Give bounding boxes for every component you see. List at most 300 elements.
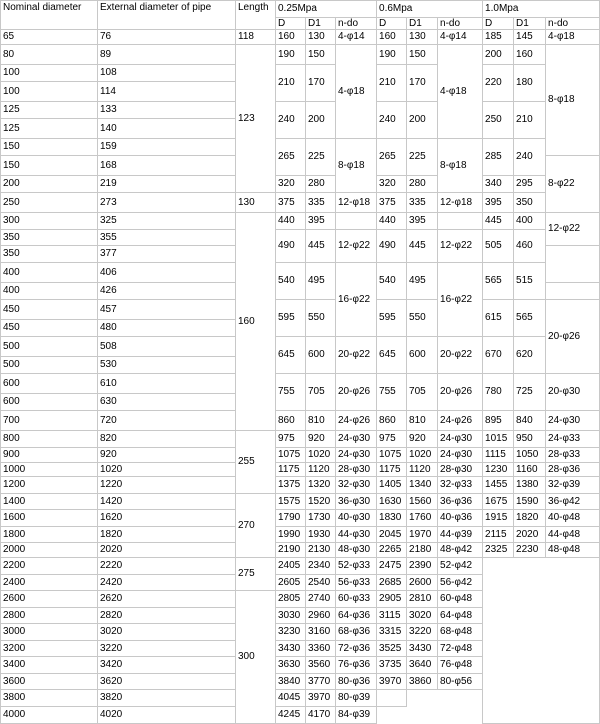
flange-dimension-cell: 24-φ30 — [438, 448, 483, 463]
external-diameter-cell: 133 — [98, 102, 236, 119]
nominal-diameter-cell: 2000 — [1, 543, 98, 558]
flange-dimension-cell: 565 — [514, 300, 546, 337]
table-row — [1, 176, 600, 193]
flange-dimension-cell: 780 — [483, 374, 514, 411]
flange-dimension-cell: 2325 — [483, 543, 514, 558]
flange-dimension-cell: 3160 — [306, 624, 336, 641]
flange-dimension-cell: 1520 — [306, 494, 336, 510]
flange-dimension-cell: 3315 — [377, 624, 407, 641]
flange-dimension-cell: 4-φ18 — [438, 45, 483, 139]
nominal-diameter-cell: 200 — [1, 176, 98, 193]
external-diameter-cell: 4020 — [98, 707, 236, 724]
flange-dimension-cell: 595 — [377, 300, 407, 337]
flange-dimension-cell: 3030 — [276, 608, 306, 624]
nominal-diameter-cell: 600 — [1, 394, 98, 411]
flange-dimension-cell: 755 — [377, 374, 407, 411]
table-row — [1, 337, 600, 357]
flange-dimension-cell: 645 — [276, 337, 306, 374]
flange-dimension-cell: 32-φ39 — [546, 477, 600, 494]
flange-dimension-cell: 1760 — [407, 510, 438, 527]
table-row — [1, 527, 600, 543]
flange-dimension-cell: 28-φ36 — [546, 463, 600, 477]
nominal-diameter-cell: 150 — [1, 139, 98, 156]
flange-dimension-cell: 84-φ39 — [336, 707, 377, 724]
flange-dimension-cell: 20-φ22 — [336, 337, 377, 374]
flange-dimension-cell: 1075 — [276, 448, 306, 463]
nominal-diameter-cell: 250 — [1, 193, 98, 213]
flange-dimension-cell: 44-φ48 — [546, 527, 600, 543]
external-diameter-cell: 1820 — [98, 527, 236, 543]
flange-dimension-cell: 1970 — [407, 527, 438, 543]
flange-dimension-cell: 1930 — [306, 527, 336, 543]
flange-dimension-cell: 3020 — [407, 608, 438, 624]
flange-dimension-cell: 1175 — [276, 463, 306, 477]
flange-dimension-cell: 64-φ48 — [438, 608, 483, 624]
flange-dimension-cell: 725 — [514, 374, 546, 411]
flange-dimension-cell: 80-φ56 — [438, 674, 483, 690]
nominal-diameter-cell: 450 — [1, 300, 98, 320]
flange-dimension-cell: 1915 — [483, 510, 514, 527]
nominal-diameter-cell: 450 — [1, 320, 98, 337]
flange-dimension-cell: 540 — [276, 263, 306, 300]
nominal-diameter-cell: 150 — [1, 156, 98, 176]
flange-dimension-cell: 975 — [377, 431, 407, 448]
external-diameter-cell: 508 — [98, 337, 236, 357]
nominal-diameter-cell: 1400 — [1, 494, 98, 510]
flange-dimension-cell: 52-φ42 — [438, 558, 483, 575]
flange-dimension-cell: 3970 — [306, 690, 336, 707]
nominal-diameter-cell: 400 — [1, 263, 98, 283]
flange-dimension-cell: 1120 — [306, 463, 336, 477]
flange-dimension-cell: 44-φ39 — [438, 527, 483, 543]
nominal-diameter-cell: 2600 — [1, 591, 98, 608]
flange-dimension-cell: 615 — [483, 300, 514, 337]
flange-dimension-cell: 920 — [306, 431, 336, 448]
flange-dimension-cell: 4-φ14 — [336, 30, 377, 45]
flange-dimension-cell: 36-φ42 — [546, 494, 600, 510]
flange-dimension-cell: 295 — [514, 176, 546, 193]
flange-dimension-cell: 3860 — [407, 674, 438, 690]
external-diameter-cell: 114 — [98, 82, 236, 102]
table-row — [1, 411, 600, 431]
flange-dimension-cell: 2805 — [276, 591, 306, 608]
flange-dimension-cell: 130 — [306, 30, 336, 45]
flange-dimension-cell: 68-φ48 — [438, 624, 483, 641]
flange-dimension-cell: 200 — [407, 102, 438, 139]
flange-dimension-cell: 335 — [407, 193, 438, 213]
flange-dimension-cell: 2340 — [306, 558, 336, 575]
external-diameter-cell: 1020 — [98, 463, 236, 477]
external-diameter-cell: 219 — [98, 176, 236, 193]
flange-dimension-cell: 1380 — [514, 477, 546, 494]
nominal-diameter-cell: 3400 — [1, 657, 98, 674]
nominal-diameter-cell: 500 — [1, 357, 98, 374]
flange-dimension-cell: 3360 — [306, 641, 336, 657]
flange-dimension-cell: 2130 — [306, 543, 336, 558]
length-cell: 118 — [236, 30, 276, 45]
external-diameter-cell: 76 — [98, 30, 236, 45]
flange-dimension-cell: 8-φ18 — [546, 45, 600, 156]
nominal-diameter-cell: 2200 — [1, 558, 98, 575]
flange-dimension-cell: 550 — [407, 300, 438, 337]
nominal-diameter-cell: 100 — [1, 82, 98, 102]
flange-dimension-cell: 395 — [306, 213, 336, 230]
flange-dimension-cell: 2605 — [276, 575, 306, 591]
flange-dimension-cell: 1820 — [514, 510, 546, 527]
flange-dimension-cell: 445 — [306, 230, 336, 263]
external-diameter-cell: 406 — [98, 263, 236, 283]
nominal-diameter-cell: 350 — [1, 246, 98, 263]
flange-dimension-cell: 160 — [377, 30, 407, 45]
flange-dimension-cell: 400 — [514, 213, 546, 230]
header-cell: Length — [236, 1, 276, 30]
header-cell: External diameter of pipe — [98, 1, 236, 30]
nominal-diameter-cell: 300 — [1, 213, 98, 230]
table-row — [1, 230, 600, 246]
flange-dimension-cell: 810 — [306, 411, 336, 431]
nominal-diameter-cell: 1600 — [1, 510, 98, 527]
length-cell: 300 — [236, 591, 276, 724]
flange-dimension-cell: 440 — [276, 213, 306, 230]
flange-dimension-cell: 20-φ26 — [438, 374, 483, 411]
flange-dimension-cell: 210 — [276, 65, 306, 102]
header-cell: 0.25Mpa — [276, 1, 377, 18]
flange-dimension-cell: 460 — [514, 230, 546, 263]
flange-dimension-cell: 145 — [514, 30, 546, 45]
flange-dimension-cell: 40-φ48 — [546, 510, 600, 527]
flange-dimension-cell: 24-φ33 — [546, 431, 600, 448]
flange-dimension-cell: 60-φ48 — [438, 591, 483, 608]
flange-dimension-cell: 1590 — [514, 494, 546, 510]
flange-dimension-cell: 3840 — [276, 674, 306, 690]
table-row — [1, 30, 600, 45]
flange-dimension-cell: 3220 — [407, 624, 438, 641]
external-diameter-cell: 3420 — [98, 657, 236, 674]
flange-dimension-cell: 24-φ30 — [438, 431, 483, 448]
flange-dimension-cell: 670 — [483, 337, 514, 374]
flange-dimension-cell: 2540 — [306, 575, 336, 591]
flange-dimension-cell: 2685 — [377, 575, 407, 591]
external-diameter-cell: 89 — [98, 45, 236, 65]
flange-dimension-cell: 36-φ36 — [438, 494, 483, 510]
external-diameter-cell: 355 — [98, 230, 236, 246]
flange-dimension-cell: 565 — [483, 263, 514, 300]
flange-dimension-cell: 225 — [306, 139, 336, 176]
flange-dimension-cell: 440 — [377, 213, 407, 230]
flange-dimension-cell: 220 — [483, 65, 514, 102]
flange-dimension-cell: 170 — [407, 65, 438, 102]
flange-dimension-cell: 48-φ30 — [336, 543, 377, 558]
flange-dimension-cell: 4170 — [306, 707, 336, 724]
flange-dimension-cell: 1675 — [483, 494, 514, 510]
flange-dimension-cell: 1015 — [483, 431, 514, 448]
flange-dimension-cell: 1120 — [407, 463, 438, 477]
flange-dimension-cell: 16-φ22 — [336, 263, 377, 337]
flange-dimension-cell: 4-φ18 — [546, 30, 600, 45]
table-row — [1, 494, 600, 510]
external-diameter-cell: 140 — [98, 119, 236, 139]
external-diameter-cell: 377 — [98, 246, 236, 263]
flange-dimension-cell: 130 — [407, 30, 438, 45]
flange-dimension-cell — [546, 246, 600, 283]
flange-dimension-cell: 64-φ36 — [336, 608, 377, 624]
flange-dimension-cell: 920 — [407, 431, 438, 448]
flange-dimension-cell: 40-φ36 — [438, 510, 483, 527]
nominal-diameter-cell: 3800 — [1, 690, 98, 707]
flange-dimension-cell: 2230 — [514, 543, 546, 558]
flange-dimension-cell: 540 — [377, 263, 407, 300]
nominal-diameter-cell: 1800 — [1, 527, 98, 543]
nominal-diameter-cell: 3200 — [1, 641, 98, 657]
length-cell: 275 — [236, 558, 276, 591]
flange-dimension-cell: 2810 — [407, 591, 438, 608]
flange-dimension-cell: 56-φ42 — [438, 575, 483, 591]
nominal-diameter-cell: 400 — [1, 283, 98, 300]
flange-dimension-cell: 3640 — [407, 657, 438, 674]
external-diameter-cell: 530 — [98, 357, 236, 374]
flange-dimension-cell: 3525 — [377, 641, 407, 657]
flange-dimension-cell: 2265 — [377, 543, 407, 558]
header-cell: D — [483, 18, 514, 30]
external-diameter-cell: 3020 — [98, 624, 236, 641]
flange-dimension-cell: 240 — [377, 102, 407, 139]
header-cell: D — [377, 18, 407, 30]
external-diameter-cell: 610 — [98, 374, 236, 394]
flange-dimension-cell: 620 — [514, 337, 546, 374]
nominal-diameter-cell: 125 — [1, 102, 98, 119]
external-diameter-cell: 2220 — [98, 558, 236, 575]
external-diameter-cell: 820 — [98, 431, 236, 448]
flange-dimension-cell: 490 — [377, 230, 407, 263]
table-row — [1, 193, 600, 213]
flange-dimension-cell: 8-φ22 — [546, 156, 600, 213]
flange-dimension-cell: 3630 — [276, 657, 306, 674]
flange-dimension-cell: 1050 — [514, 448, 546, 463]
flange-dimension-cell: 550 — [306, 300, 336, 337]
flange-dimension-cell: 24-φ26 — [336, 411, 377, 431]
flange-dimension-cell: 28-φ30 — [336, 463, 377, 477]
flange-dimension-cell: 20-φ30 — [546, 374, 600, 411]
nominal-diameter-cell: 800 — [1, 431, 98, 448]
flange-dimension-cell: 3230 — [276, 624, 306, 641]
flange-dimension-cell: 280 — [306, 176, 336, 193]
flange-dimension-cell: 12-φ22 — [336, 230, 377, 263]
flange-dimension-cell: 190 — [276, 45, 306, 65]
flange-dimension-cell: 4-φ18 — [336, 45, 377, 139]
nominal-diameter-cell: 65 — [1, 30, 98, 45]
flange-dimension-cell: 705 — [306, 374, 336, 411]
flange-dimension-cell: 3115 — [377, 608, 407, 624]
header-cell: n-do — [438, 18, 483, 30]
flange-dimension-cell: 505 — [483, 230, 514, 263]
header-cell: 0.6Mpa — [377, 1, 483, 18]
flange-dimension-cell: 60-φ33 — [336, 591, 377, 608]
length-cell: 130 — [236, 193, 276, 213]
external-diameter-cell: 325 — [98, 213, 236, 230]
external-diameter-cell: 2820 — [98, 608, 236, 624]
flange-dimension-cell: 2390 — [407, 558, 438, 575]
nominal-diameter-cell: 100 — [1, 65, 98, 82]
flange-dimension-cell: 3430 — [276, 641, 306, 657]
length-cell: 270 — [236, 494, 276, 558]
external-diameter-cell: 3620 — [98, 674, 236, 690]
flange-dimension-cell: 240 — [514, 139, 546, 176]
external-diameter-cell: 108 — [98, 65, 236, 82]
flange-dimension-cell: 3970 — [377, 674, 407, 690]
external-diameter-cell: 2620 — [98, 591, 236, 608]
table-row — [1, 448, 600, 463]
header-cell: D1 — [306, 18, 336, 30]
flange-dimension-cell: 24-φ26 — [438, 411, 483, 431]
table-row — [1, 139, 600, 156]
flange-dimension-cell: 340 — [483, 176, 514, 193]
flange-dimension-cell: 150 — [306, 45, 336, 65]
flange-dimension-cell: 445 — [483, 213, 514, 230]
nominal-diameter-cell: 600 — [1, 374, 98, 394]
flange-dimension-cell: 36-φ30 — [336, 494, 377, 510]
table-row — [1, 477, 600, 494]
flange-dimension-cell: 3770 — [306, 674, 336, 690]
flange-dimension-cell: 1575 — [276, 494, 306, 510]
flange-dimension-cell: 2180 — [407, 543, 438, 558]
flange-dimension-cell: 2475 — [377, 558, 407, 575]
table-row — [1, 510, 600, 527]
table-row — [1, 558, 600, 575]
flange-dimension-cell: 190 — [377, 45, 407, 65]
flange-dimension-cell: 1115 — [483, 448, 514, 463]
flange-dimension-cell: 600 — [306, 337, 336, 374]
flange-dimension-cell: 3560 — [306, 657, 336, 674]
flange-dimension-cell: 52-φ33 — [336, 558, 377, 575]
flange-dimension-cell: 335 — [306, 193, 336, 213]
flange-dimension-cell: 2740 — [306, 591, 336, 608]
external-diameter-cell: 2420 — [98, 575, 236, 591]
flange-dimension-cell: 160 — [276, 30, 306, 45]
flange-dimension-cell: 12-φ18 — [438, 193, 483, 213]
flange-dimension-cell: 320 — [276, 176, 306, 193]
flange-dimension-cell: 12-φ18 — [336, 193, 377, 213]
nominal-diameter-cell: 900 — [1, 448, 98, 463]
flange-dimension-cell: 72-φ36 — [336, 641, 377, 657]
flange-dimension-cell: 1175 — [377, 463, 407, 477]
header-cell: D — [276, 18, 306, 30]
flange-dimension-cell: 860 — [276, 411, 306, 431]
flange-dimension-cell: 20-φ26 — [336, 374, 377, 411]
flange-dimension-cell: 80-φ39 — [336, 690, 377, 707]
flange-dimension-cell: 375 — [377, 193, 407, 213]
header-cell: Nominal diameter — [1, 1, 98, 30]
flange-dimension-cell: 32-φ33 — [438, 477, 483, 494]
flange-dimension-cell: 1230 — [483, 463, 514, 477]
flange-dimension-cell: 8-φ18 — [336, 139, 377, 193]
flange-dimension-cell: 24-φ30 — [336, 431, 377, 448]
flange-dimension-cell: 810 — [407, 411, 438, 431]
length-cell: 255 — [236, 431, 276, 494]
flange-dimension-cell: 16-φ22 — [438, 263, 483, 337]
flange-dimension-cell: 28-φ33 — [546, 448, 600, 463]
flange-dimension-cell: 375 — [276, 193, 306, 213]
flange-dimension-cell: 2045 — [377, 527, 407, 543]
external-diameter-cell: 1620 — [98, 510, 236, 527]
flange-dimension-cell: 2020 — [514, 527, 546, 543]
flange-dimension-cell: 76-φ36 — [336, 657, 377, 674]
external-diameter-cell: 3220 — [98, 641, 236, 657]
table-row — [1, 431, 600, 448]
external-diameter-cell: 1220 — [98, 477, 236, 494]
flange-dimension-cell: 975 — [276, 431, 306, 448]
nominal-diameter-cell: 3600 — [1, 674, 98, 690]
nominal-diameter-cell: 350 — [1, 230, 98, 246]
flange-dimension-cell: 32-φ30 — [336, 477, 377, 494]
flange-dimension-cell: 495 — [306, 263, 336, 300]
flange-dimension-cell: 185 — [483, 30, 514, 45]
external-diameter-cell: 426 — [98, 283, 236, 300]
flange-dimension-cell: 1790 — [276, 510, 306, 527]
flange-dimension-cell: 4245 — [276, 707, 306, 724]
flange-dimension-cell: 840 — [514, 411, 546, 431]
nominal-diameter-cell: 700 — [1, 411, 98, 431]
flange-dimension-cell: 950 — [514, 431, 546, 448]
flange-dimension-cell: 1075 — [377, 448, 407, 463]
flange-dimension-cell: 645 — [377, 337, 407, 374]
flange-dimension-cell: 3735 — [377, 657, 407, 674]
table-row — [1, 374, 600, 394]
external-diameter-cell: 3820 — [98, 690, 236, 707]
flange-dimension-cell: 150 — [407, 45, 438, 65]
flange-dimension-cell: 210 — [377, 65, 407, 102]
nominal-diameter-cell: 3000 — [1, 624, 98, 641]
flange-dimension-cell: 1020 — [306, 448, 336, 463]
nominal-diameter-cell: 500 — [1, 337, 98, 357]
flange-dimension-cell: 1990 — [276, 527, 306, 543]
external-diameter-cell: 457 — [98, 300, 236, 320]
length-cell: 123 — [236, 45, 276, 193]
flange-dimension-cell: 860 — [377, 411, 407, 431]
flange-dimension-cell: 600 — [407, 337, 438, 374]
flange-dimension-cell: 320 — [377, 176, 407, 193]
table-row — [1, 102, 600, 119]
flange-dimension-cell: 1020 — [407, 448, 438, 463]
flange-dimension-cell: 1375 — [276, 477, 306, 494]
flange-dimension-cell: 210 — [514, 102, 546, 139]
flange-dimension-cell: 445 — [407, 230, 438, 263]
header-cell: D1 — [514, 18, 546, 30]
flange-dimension-cell: 12-φ22 — [438, 230, 483, 263]
flange-dimension-cell: 200 — [483, 45, 514, 65]
flange-dimension-cell: 24-φ30 — [546, 411, 600, 431]
flange-dimension-cell: 20-φ26 — [546, 300, 600, 374]
flange-dimension-cell: 1630 — [377, 494, 407, 510]
flange-dimension-cell: 265 — [377, 139, 407, 176]
flange-dimension-cell: 24-φ30 — [336, 448, 377, 463]
nominal-diameter-cell: 1000 — [1, 463, 98, 477]
flange-dimension-cell: 76-φ48 — [438, 657, 483, 674]
flange-dimension-cell: 80-φ36 — [336, 674, 377, 690]
external-diameter-cell: 159 — [98, 139, 236, 156]
flange-dimension-cell — [336, 213, 377, 230]
external-diameter-cell: 1420 — [98, 494, 236, 510]
length-cell: 160 — [236, 213, 276, 431]
flange-dimension-cell: 515 — [514, 263, 546, 300]
external-diameter-cell: 920 — [98, 448, 236, 463]
external-diameter-cell: 168 — [98, 156, 236, 176]
flange-dimension-cell: 48-φ48 — [546, 543, 600, 558]
flange-dimension-cell: 395 — [483, 193, 514, 213]
nominal-diameter-cell: 4000 — [1, 707, 98, 724]
flange-dimension-cell: 395 — [407, 213, 438, 230]
flange-dimension-cell: 280 — [407, 176, 438, 193]
nominal-diameter-cell: 80 — [1, 45, 98, 65]
